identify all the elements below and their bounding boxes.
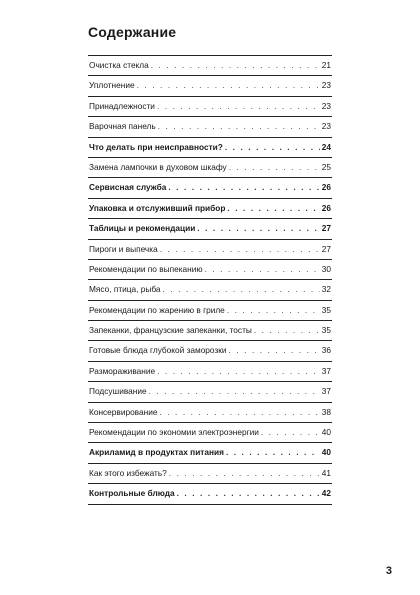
toc-entry-label: Запеканки, французские запеканки, тосты xyxy=(89,325,252,336)
page-title: Содержание xyxy=(88,24,177,40)
toc-entry[interactable] xyxy=(88,97,332,117)
toc-leader-dots xyxy=(169,464,320,483)
toc-leader-dots xyxy=(225,138,320,157)
toc-entry[interactable] xyxy=(88,178,332,198)
toc-entry[interactable] xyxy=(88,382,332,402)
toc-leader-dots xyxy=(160,240,320,259)
toc-entry[interactable] xyxy=(88,301,332,321)
toc-entry-page: 30 xyxy=(321,263,331,274)
toc-entry-label: Принадлежности xyxy=(89,100,155,111)
toc-leader-dots xyxy=(137,76,320,95)
toc-entry-page: 40 xyxy=(321,447,331,458)
toc-entry-label: Что делать при неисправности? xyxy=(89,141,223,152)
toc-entry[interactable] xyxy=(88,443,332,463)
toc-entry[interactable] xyxy=(88,423,332,443)
toc-entry-label: Акриламид в продуктах питания xyxy=(89,447,224,458)
toc-entry-page: 23 xyxy=(321,121,331,132)
toc-entry[interactable] xyxy=(88,321,332,341)
toc-entry[interactable] xyxy=(88,280,332,300)
toc-entry[interactable] xyxy=(88,138,332,158)
toc-leader-dots xyxy=(227,301,320,320)
toc-entry[interactable] xyxy=(88,158,332,178)
toc-entry-page: 35 xyxy=(321,325,331,336)
toc-leader-dots xyxy=(254,321,320,340)
toc-entry-page: 23 xyxy=(321,80,331,91)
toc-entry-label: Замена лампочки в духовом шкафу xyxy=(89,161,227,172)
toc-entry[interactable] xyxy=(88,260,332,280)
toc-entry-page: 27 xyxy=(321,223,331,234)
toc-leader-dots xyxy=(227,199,319,218)
toc-entry-page: 26 xyxy=(321,202,331,213)
toc-leader-dots xyxy=(229,158,320,177)
toc-entry[interactable] xyxy=(88,199,332,219)
toc-entry-label: Рекомендации по выпеканию xyxy=(89,263,203,274)
toc-entry-page: 38 xyxy=(321,406,331,417)
toc-entry-label: Уплотнение xyxy=(89,80,135,91)
toc-entry[interactable] xyxy=(88,362,332,382)
toc-entry-page: 26 xyxy=(321,182,331,193)
toc-entry-page: 41 xyxy=(321,467,331,478)
toc-entry-label: Упаковка и отслуживший прибор xyxy=(89,202,226,213)
toc-entry-label: Мясо, птица, рыба xyxy=(89,284,161,295)
toc-leader-dots xyxy=(158,117,320,136)
toc-entry[interactable] xyxy=(88,464,332,484)
toc-entry-label: Подсушивание xyxy=(89,386,147,397)
toc-entry[interactable] xyxy=(88,341,332,361)
page-number: 3 xyxy=(385,565,392,577)
toc-entry-label: Размораживание xyxy=(89,365,156,376)
toc-entry-page: 27 xyxy=(321,243,331,254)
toc-leader-dots xyxy=(226,443,320,462)
toc-entry-label: Очистка стекла xyxy=(89,60,149,70)
toc-entry-page: 37 xyxy=(321,365,331,376)
toc-entry-label: Рекомендации по жарению в гриле xyxy=(89,304,225,315)
toc-entry[interactable] xyxy=(88,403,332,423)
toc-entry-label: Контрольные блюда xyxy=(89,488,175,499)
toc-entry[interactable] xyxy=(88,219,332,239)
toc-entry-page: 35 xyxy=(321,304,331,315)
toc-entry-label: Варочная панель xyxy=(89,121,156,132)
toc-entry-page: 23 xyxy=(321,100,331,111)
toc-entry-label: Таблицы и рекомендации xyxy=(89,223,196,234)
table-of-contents xyxy=(88,55,332,505)
toc-entry[interactable] xyxy=(88,240,332,260)
toc-leader-dots xyxy=(157,362,320,381)
toc-entry[interactable] xyxy=(88,117,332,137)
toc-entry-label: Как этого избежать? xyxy=(89,467,167,478)
toc-leader-dots xyxy=(159,403,319,422)
toc-entry-page: 32 xyxy=(321,284,331,295)
toc-entry-label: Пироги и выпечка xyxy=(89,243,158,254)
toc-leader-dots xyxy=(197,219,319,238)
toc-entry-label: Рекомендации по экономии электроэнергии xyxy=(89,427,259,438)
toc-entry-page: 25 xyxy=(321,161,331,172)
toc-entry-page: 42 xyxy=(321,488,331,499)
toc-leader-dots xyxy=(149,382,320,401)
toc-entry-page: 24 xyxy=(321,141,331,152)
toc-leader-dots xyxy=(168,178,319,197)
toc-leader-dots xyxy=(151,56,320,75)
toc-entry-label: Сервисная служба xyxy=(89,182,167,193)
toc-entry-page: 37 xyxy=(321,386,331,397)
toc-entry[interactable] xyxy=(88,484,332,504)
toc-entry-label: Готовые блюда глубокой заморозки xyxy=(89,345,227,356)
toc-entry-label: Консервирование xyxy=(89,406,158,417)
toc-leader-dots xyxy=(157,97,320,116)
toc-leader-dots xyxy=(261,423,320,442)
toc-leader-dots xyxy=(229,341,320,360)
toc-leader-dots xyxy=(163,280,320,299)
toc-entry-page: 36 xyxy=(321,345,331,356)
toc-entry-page: 40 xyxy=(321,427,331,438)
toc-leader-dots xyxy=(205,260,320,279)
toc-entry[interactable] xyxy=(88,76,332,96)
toc-entry[interactable] xyxy=(88,56,332,76)
toc-leader-dots xyxy=(177,484,320,503)
toc-entry-page: 21 xyxy=(321,60,331,70)
